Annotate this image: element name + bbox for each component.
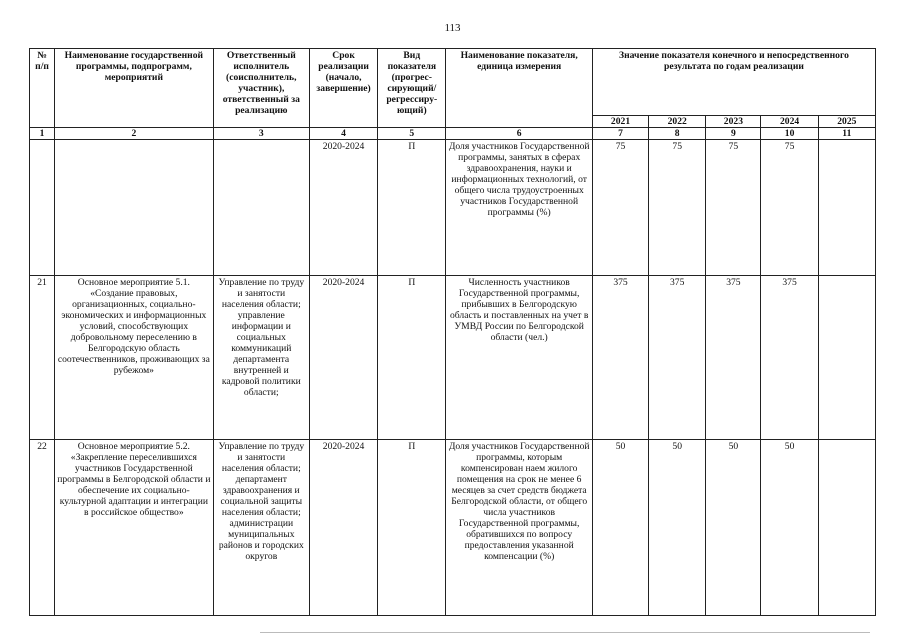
column-number: 3 xyxy=(213,128,309,140)
header-year: 2022 xyxy=(649,116,706,128)
row-value-2024: 375 xyxy=(761,276,818,440)
row-term: 2020-2024 xyxy=(309,440,377,616)
header-year: 2025 xyxy=(818,116,875,128)
row-kind: П xyxy=(378,440,446,616)
header-values: Значение показателя конечного и непосредственного результата по годам реализации xyxy=(592,49,875,116)
header-year: 2021 xyxy=(592,116,648,128)
column-number: 8 xyxy=(649,128,706,140)
column-number: 11 xyxy=(818,128,875,140)
row-number: 22 xyxy=(30,440,55,616)
column-number: 2 xyxy=(55,128,214,140)
indicators-table xyxy=(29,48,876,616)
header-year: 2024 xyxy=(761,116,818,128)
row-indicator: Доля участников Государственной программы, которым компенсирован наем жилого помещения на срок не менее 6 месяцев за счет средств бюджета Белгородской области, от общего числа участников Государственной программы, обратившихся по вопросу предоставления указанной компенсации (%) xyxy=(446,440,593,616)
header-kind: Вид показателя (прогрес-сирующий/ регрессиру-ющий) xyxy=(378,49,446,128)
column-number: 1 xyxy=(30,128,55,140)
row-value-2025 xyxy=(818,140,875,276)
row-program-name: Основное мероприятие 5.2. «Закрепление переселившихся участников Государственной программы в Белгородской области и обеспечение их социально-культурной адаптации и интеграции в российское общество» xyxy=(55,440,214,616)
row-kind: П xyxy=(378,140,446,276)
header-number: № п/п xyxy=(30,49,55,128)
row-value-2021: 75 xyxy=(592,140,648,276)
row-term: 2020-2024 xyxy=(309,276,377,440)
row-value-2021: 375 xyxy=(592,276,648,440)
row-value-2023: 50 xyxy=(706,440,761,616)
row-value-2024: 50 xyxy=(761,440,818,616)
row-term: 2020-2024 xyxy=(309,140,377,276)
header-term: Срок реализации (начало, завершение) xyxy=(309,49,377,128)
row-indicator: Доля участников Государственной программы, занятых в сферах здравоохранения, науки и информационных технологий, от общего числа трудоустроенных участников Государственной программы (%) xyxy=(446,140,593,276)
row-program-name: Основное мероприятие 5.1. «Создание правовых, организационных, социально-экономических и информационных условий, способствующих добровольному переселению в Белгородскую область соотечественников, проживающих за рубежом» xyxy=(55,276,214,440)
row-executor xyxy=(213,140,309,276)
row-value-2022: 50 xyxy=(649,440,706,616)
row-program-name xyxy=(55,140,214,276)
column-number: 5 xyxy=(378,128,446,140)
row-kind: П xyxy=(378,276,446,440)
row-value-2022: 75 xyxy=(649,140,706,276)
table-row xyxy=(30,140,876,276)
column-number: 7 xyxy=(592,128,648,140)
row-indicator: Численность участников Государственной программы, прибывших в Белгородскую область и поставленных на учет в УМВД России по Белгородской области (чел.) xyxy=(446,276,593,440)
column-number: 9 xyxy=(706,128,761,140)
row-value-2021: 50 xyxy=(592,440,648,616)
row-number: 21 xyxy=(30,276,55,440)
row-executor: Управление по труду и занятости населения области; департамент здравоохранения и социальной защиты населения области; администрации муниципальных районов и городских округов xyxy=(213,440,309,616)
header-indicator: Наименование показателя, единица измерения xyxy=(446,49,593,128)
row-executor: Управление по труду и занятости населения области; управление информации и социальных коммуникаций департамента внутренней и кадровой политики области; xyxy=(213,276,309,440)
row-value-2025 xyxy=(818,440,875,616)
row-value-2025 xyxy=(818,276,875,440)
row-value-2024: 75 xyxy=(761,140,818,276)
page-number: 113 xyxy=(444,22,461,34)
row-value-2023: 75 xyxy=(706,140,761,276)
header-executor: Ответственный исполнитель (соисполнитель, участник), ответственный за реализацию xyxy=(213,49,309,128)
header-program-name: Наименование государственной программы, подпрограмм, мероприятий xyxy=(55,49,214,128)
row-value-2022: 375 xyxy=(649,276,706,440)
column-number: 10 xyxy=(761,128,818,140)
header-year: 2023 xyxy=(706,116,761,128)
row-number xyxy=(30,140,55,276)
row-value-2023: 375 xyxy=(706,276,761,440)
column-number: 6 xyxy=(446,128,593,140)
scan-artifact-line xyxy=(260,632,870,633)
table-row xyxy=(30,440,876,616)
table-row xyxy=(30,276,876,440)
column-number: 4 xyxy=(309,128,377,140)
